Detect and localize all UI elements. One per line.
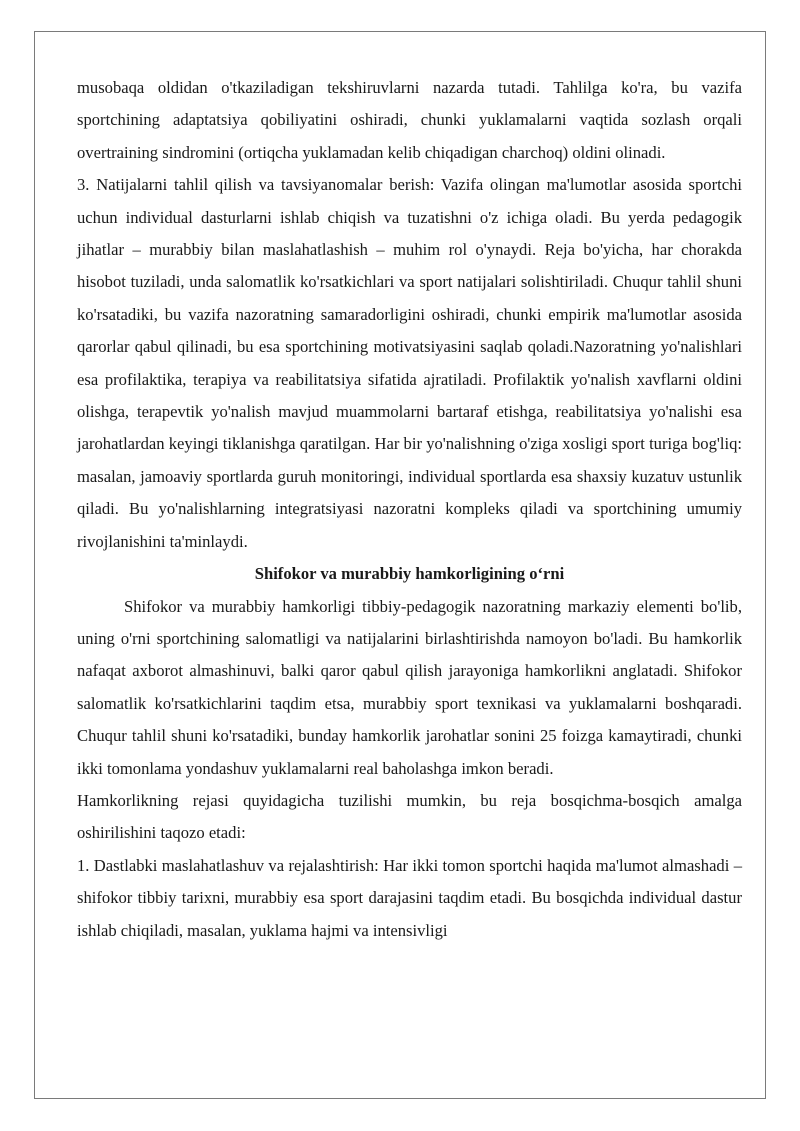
paragraph-step-1: 1. Dastlabki maslahatlashuv va rejalashtirish: Har ikki tomon sportchi haqida ma'lumot almashadi – shifokor tibbiy tarixni, murabbiy esa sport darajasini taqdim etadi. Bu bosqichda individual dastur ishlab chiqiladi, masalan, yuklama hajmi va intensivligi xyxy=(77,855,742,940)
paragraph-collaboration: Shifokor va murabbiy hamkorligi tibbiy-pedagogik nazoratning markaziy elementi bo'lib, uning o'rni sportchining salomatligi va natijalarini birlashtirishda namoyon bo'ladi. Bu hamkorlik nafaqat axborot almashinuvi, balki qaror qabul qilish jarayoniga hamkorlikni anglatadi. Shifokor salomatlik ko'rsatkichlarini taqdim etsa, murabbiy sport texnikasi va yuklamalarni boshqaradi. Chuqur tahlil shuni ko'rsatadiki, bunday hamkorlik jarohatlar sonini 25 foizga kamaytiradi, chunki ikki tomonlama yondashuv yuklamalarni real baholashga imkon beradi. xyxy=(77,596,742,778)
paragraph-item-3: 3. Natijalarni tahlil qilish va tavsiyanomalar berish: Vazifa olingan ma'lumotlar asosida sportchi uchun individual dasturlarni ishlab chiqish va tuzatishni o'z ichiga oladi. Bu yerda pedagogik jihatlar – murabbiy bilan maslahatlashish – muhim rol o'ynaydi. Reja bo'yicha, har chorakda hisobot tuziladi, unda salomatlik ko'rsatkichlari va sport natijalari solishtiriladi. Chuqur tahlil shuni ko'rsatadiki, bu vazifa nazoratning samaradorligini oshiradi, chunki empirik ma'lumotlar asosida qarorlar qabul qilinadi, bu esa sportchining motivatsiyasini saqlab qoladi.Nazoratning yo'nalishlari esa profilaktika, terapiya va reabilitatsiya sifatida ajratiladi. Profilaktik yo'nalish xavflarni oldini olishga, terapevtik yo'nalish mavjud muammolarni bartaraf etishga, reabilitatsiya yo'nalishi esa jarohatlardan keyingi tiklanishga qaratilgan. Har bir yo'nalishning o'ziga xosligi sport turiga bog'liq: masalan, jamoaviy sportlarda guruh monitoringi, individual sportlarda esa shaxsiy kuzatuv ustunlik qiladi. Bu yo'nalishlarning integratsiyasi nazoratni kompleks qiladi va sportchining umumiy rivojlanishini ta'minlaydi. xyxy=(77,175,742,551)
section-heading: Shifokor va murabbiy hamkorligining o‘rni xyxy=(254,564,565,584)
paragraph-continuation: musobaqa oldidan o'tkaziladigan tekshiruvlarni nazarda tutadi. Tahlilga ko'ra, bu vazifa sportchining adaptatsiya qobiliyatini oshiradi, chunki yuklamalarni vaqtida sozlash orqali overtraining sindromini (ortiqcha yuklamadan kelib chiqadigan charchoq) oldini olinadi. xyxy=(77,78,742,162)
paragraph-plan-intro: Hamkorlikning rejasi quyidagicha tuzilishi mumkin, bu reja bosqichma-bosqich amalga oshirilishini taqozo etadi: xyxy=(77,790,742,843)
document-body xyxy=(77,72,742,947)
